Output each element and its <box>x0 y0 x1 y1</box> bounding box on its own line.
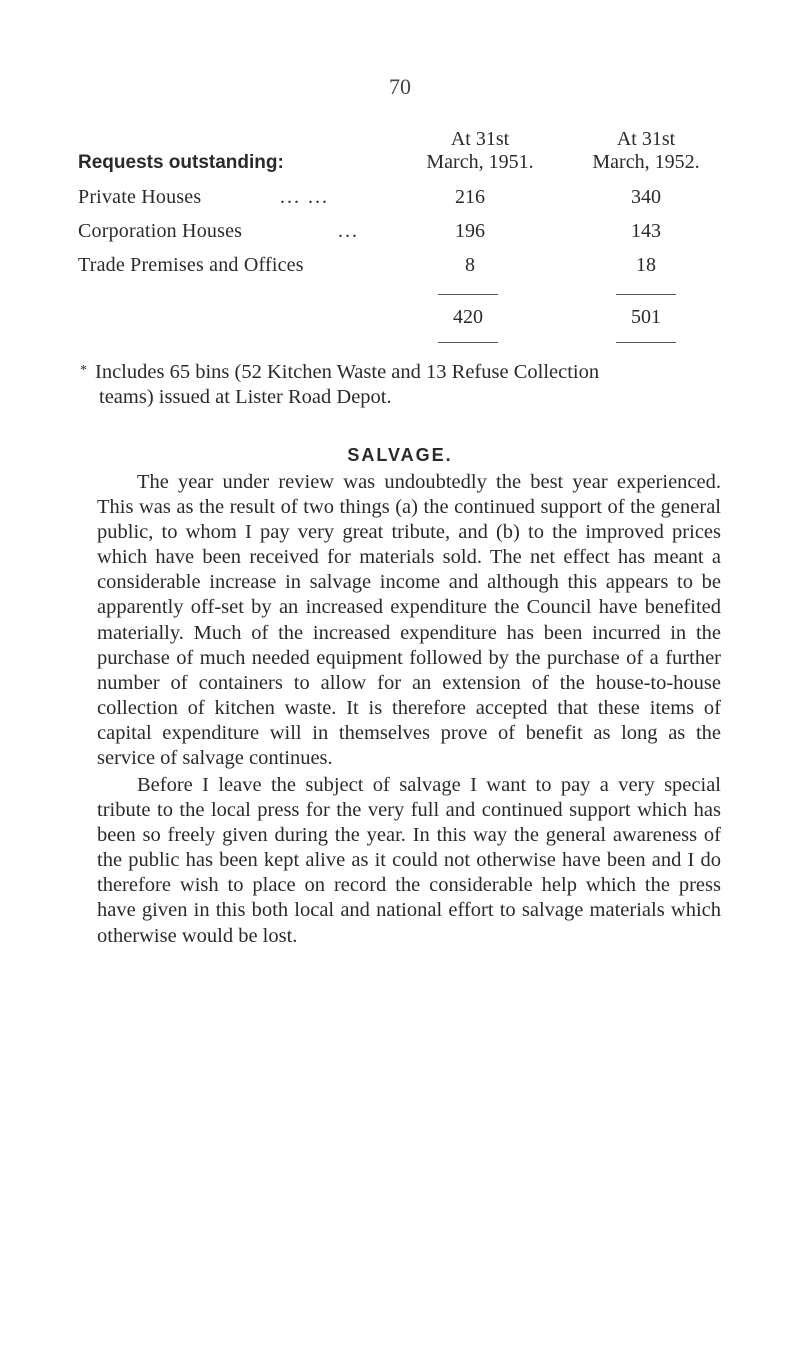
footnote-line: teams) issued at Lister Road Depot. <box>99 386 392 408</box>
value-1951: 216 <box>455 186 485 208</box>
paragraph-text: Before I leave the subject of salvage I want to pay a very special tribute to the local press for the very full and continued support which has been so freely given during the year. In this way the general awareness of the public has been kept alive as it could not otherwise have been and I do therefore wish to place on record the considerable help which the press have given in this both local and national effort to salvage materials which otherwise would be lost. <box>97 774 721 947</box>
paragraph <box>97 773 721 949</box>
value-1952: 340 <box>631 186 661 208</box>
column-header-line: At 31st <box>450 128 510 150</box>
column-header-1952 <box>576 128 716 174</box>
paragraph <box>97 470 721 771</box>
total-1951: 420 <box>453 306 483 328</box>
page-number: 70 <box>389 74 411 99</box>
total-rule-top <box>616 294 676 295</box>
column-header-line: March, 1952. <box>592 151 700 173</box>
row-label-private-houses: Private Houses <box>78 186 202 208</box>
total-rule-top <box>438 294 498 295</box>
value-1952: 18 <box>636 254 656 276</box>
row-label-corporation-houses: Corporation Houses <box>78 220 243 242</box>
paragraph-text: The year under review was undoubtedly the best year experienced. This was as the result of two things (a) the continued support of the general public, to whom I pay very great tribute, and (b) to the improved prices which have been received for materials sold. The net effect has meant a considerable increase in salvage income and although this appears to be apparently off-set by an increased expenditure the Council have benefited materially. Much of the increased expenditure has been incurred in the purchase of much needed equipment followed by the purchase of a further number of containers to allow for an extension of the house-to-house collection of kitchen waste. It is therefore accepted that these items of capital expenditure will in themselves prove of benefit as long as the service of salvage continues. <box>97 471 721 770</box>
total-rule-bottom <box>438 342 498 343</box>
footnote-mark: * <box>80 363 87 378</box>
row-leader: ... ... <box>280 186 329 208</box>
row-label-trade-premises: Trade Premises and Offices <box>78 254 304 276</box>
column-header-line: At 31st <box>616 128 676 150</box>
section-heading: SALVAGE. <box>347 445 453 465</box>
row-leader: ... <box>338 220 359 242</box>
footnote <box>80 358 730 410</box>
total-rule-bottom <box>616 342 676 343</box>
value-1951: 8 <box>465 254 475 276</box>
value-1951: 196 <box>455 220 485 242</box>
footnote-line: Includes 65 bins (52 Kitchen Waste and 13 Refuse Collection <box>95 361 600 383</box>
column-header-line: March, 1951. <box>426 151 534 173</box>
table-title: Requests outstanding: <box>78 152 284 173</box>
total-1952: 501 <box>631 306 661 328</box>
value-1952: 143 <box>631 220 661 242</box>
column-header-1951 <box>410 128 550 174</box>
